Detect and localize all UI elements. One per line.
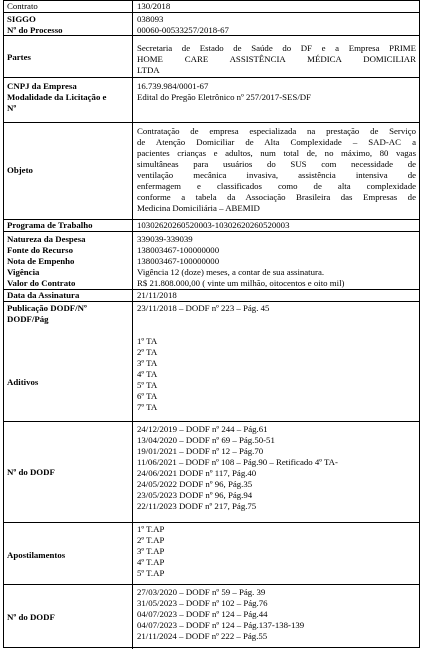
list-item: 04/07/2023 – DODF nº 124 – Pág.137-138-139 (137, 620, 305, 630)
list-item: 5º T.AP (137, 568, 165, 578)
row-dodf-aditivos (4, 422, 419, 523)
label-modalidade: Modalidade da Licitação e (7, 92, 107, 102)
value-empenho: 138003467-100000000 (137, 256, 220, 266)
row-partes (4, 36, 419, 78)
list-item: 7º TA (137, 402, 158, 412)
list-item: 27/03/2020 – DODF nº 59 – Pág. 39 (137, 587, 266, 597)
value-contrato: 130/2018 (137, 1, 171, 11)
list-item: 2º T.AP (137, 535, 165, 545)
label-dodf-2: Nº do DODF (7, 612, 55, 622)
label-valor: Valor do Contrato (7, 278, 76, 288)
list-item: 1º TA (137, 336, 158, 346)
apostilamentos-list (137, 524, 416, 579)
row-financeiro (4, 232, 419, 290)
row-contrato (4, 1, 419, 13)
list-item: 2º TA (137, 347, 158, 357)
list-item: 21/11/2024 – DODF nº 222 – Pág.55 (137, 631, 268, 641)
list-item: 24/12/2019 – DODF nº 244 – Pág.61 (137, 424, 268, 434)
list-item: 31/05/2023 – DODF nº 102 – Pág.76 (137, 598, 268, 608)
value-cnpj: 16.739.984/0001-67 (137, 81, 209, 91)
value-natureza: 339039-339039 (137, 234, 193, 244)
label-assinatura: Data da Assinatura (7, 290, 80, 300)
value-publicacao: 23/11/2018 – DODF nº 223 – Pág. 45 (137, 303, 270, 313)
value-fonte: 138003467-100000000 (137, 245, 220, 255)
row-assinatura (4, 290, 419, 302)
list-item: 23/05/2023 DODF nº 96, Pág.94 (137, 490, 253, 500)
list-item: 04/07/2023 – DODF nº 124 – Pág.44 (137, 609, 268, 619)
contract-summary-table (3, 0, 420, 648)
label-fonte: Fonte do Recurso (7, 245, 73, 255)
value-programa: 10302620260520003-10302620260520003 (137, 220, 290, 230)
label-vigencia: Vigência (7, 267, 40, 277)
row-publicacao-aditivos: Publicação DODF/Nº DODF/Pág Aditivos 23/11/2018 – DODF nº 223 – Pág. 45 1º TA 2º TA 3º TA 4º TA 5º TA 6º TA 7º TA (4, 302, 419, 422)
row-objeto (4, 123, 419, 220)
label-dodf-1: Nº do DODF (7, 467, 55, 477)
value-modalidade: Edital do Pregão Eletrônico nº 257/2017-SES/DF (137, 92, 312, 102)
list-item: 11/06/2021 – DODF nº 108 – Pág.90 – Retificado 4º TA- (137, 457, 338, 467)
label-cnpj: CNPJ da Empresa (7, 81, 77, 91)
list-item: 3º T.AP (137, 546, 165, 556)
list-item: 3º TA (137, 358, 158, 368)
value-assinatura: 21/11/2018 (137, 290, 177, 300)
value-processo: 00060-00533257/2018-67 (137, 25, 229, 35)
label-publicacao: Publicação DODF/Nº (7, 303, 87, 313)
label-programa: Programa de Trabalho (7, 220, 93, 230)
dodf-aditivos-list (137, 424, 416, 512)
label-partes: Partes (7, 52, 31, 62)
label-contrato: Contrato (7, 1, 38, 11)
label-natureza: Natureza da Despesa (7, 234, 86, 244)
list-item: 4º TA (137, 369, 158, 379)
value-vigencia: Vigência 12 (doze) meses, a contar de sua assinatura. (137, 267, 325, 277)
list-item: 19/01/2021 – DODF nº 12 – Pág.70 (137, 446, 264, 456)
label-objeto: Objeto (7, 165, 33, 175)
row-siggo-processo (4, 13, 419, 36)
value-partes: Secretaria de Estado de Saúde do DF e a Empresa PRIME HOME CARE ASSISTÊNCIA MÉDICA DOMICILIAR LTDA (137, 43, 416, 75)
value-siggo: 038093 (137, 14, 164, 24)
aditivos-list (137, 336, 416, 413)
dodf-apostilamentos-list (137, 587, 416, 642)
row-dodf-apostilamentos (4, 585, 419, 649)
value-objeto: Contratação de empresa especializada na prestação de Serviço de Atenção Domiciliar de Alta Complexidade – SAD-AC a pacientes crianças e adultos, num total de, no máximo, 80 vagas simultâneas para usuários do SUS com necessidade de ventilação mecânica invasiva, assistência intensiva de enfermagem e classificados como de alta complexidade conforme a tabela da Associação Brasileira das Empresas de Medicina Domiciliária – ABEMID (137, 126, 416, 213)
list-item: 1º T.AP (137, 524, 165, 534)
row-apostilamentos (4, 523, 419, 585)
list-item: 6º TA (137, 391, 158, 401)
value-valor: R$ 21.808.000,00 ( vinte um milhão, oitocentos e oito mil) (137, 278, 345, 288)
label-apostilamentos: Apostilamentos (7, 550, 66, 560)
list-item: 5º TA (137, 380, 158, 390)
row-programa (4, 220, 419, 232)
row-cnpj-modalidade: CNPJ da Empresa Modalidade da Licitação e Nº 16.739.984/0001-67 Edital do Pregão Eletrônico nº 257/2017-SES/DF (4, 78, 419, 123)
list-item: 24/05/2022 DODF nº 96, Pág.35 (137, 479, 253, 489)
label-empenho: Nota de Empenho (7, 256, 75, 266)
label-aditivos: Aditivos (7, 377, 39, 387)
label-processo: Nº do Processo (7, 25, 63, 35)
list-item: 13/04/2020 – DODF nº 69 – Pág.50-51 (137, 435, 275, 445)
list-item: 4º T.AP (137, 557, 165, 567)
list-item: 24/06/2021 DODF nº 117, Pág.40 (137, 468, 257, 478)
list-item: 22/11/2023 DODF nº 217, Pág.75 (137, 501, 257, 511)
label-siggo: SIGGO (7, 14, 36, 24)
